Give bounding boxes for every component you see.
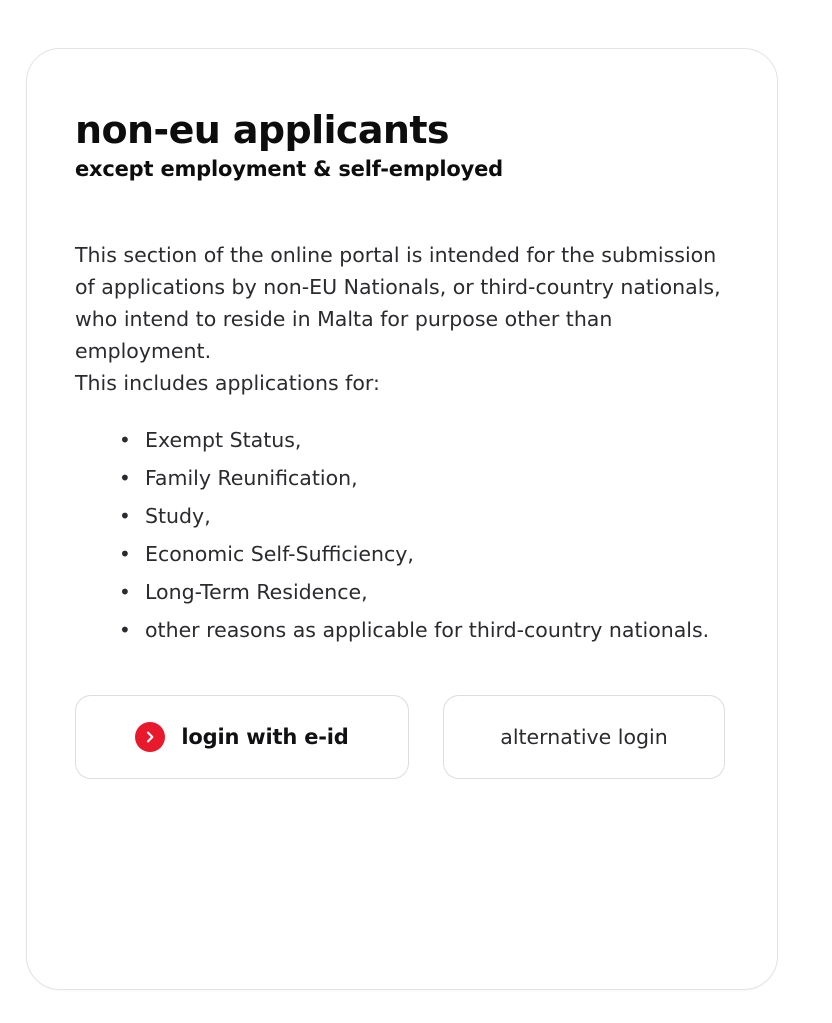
- login-with-eid-button[interactable]: [75, 695, 409, 779]
- list-item: • Study,: [145, 498, 731, 536]
- applicants-card: [26, 48, 778, 990]
- alternative-login-button[interactable]: [443, 695, 725, 779]
- list-item: • Family Reunification,: [145, 460, 731, 498]
- alternative-login-label: alternative login: [500, 725, 668, 750]
- list-item: • Economic Self-Sufficiency,: [145, 536, 731, 574]
- page-subtitle: except employment & self-employed: [75, 156, 503, 181]
- list-item: • other reasons as applicable for third-country nationals.: [145, 612, 731, 650]
- login-with-eid-label: login with e-id: [181, 725, 349, 750]
- intro-text: [75, 240, 731, 400]
- login-buttons: [75, 695, 731, 779]
- list-item: • Exempt Status,: [145, 422, 731, 460]
- page-title: non-eu applicants: [75, 108, 449, 152]
- card-content: [27, 49, 777, 779]
- intro-paragraph-1: This section of the online portal is intended for the submission of applications by non-EU Nationals, or third-country nationals, who intend to reside in Malta for purpose other than employment.: [75, 243, 721, 363]
- chevron-right-circle-icon: [135, 722, 165, 752]
- intro-paragraph-2: This includes applications for:: [75, 370, 380, 395]
- list-item: • Long-Term Residence,: [145, 574, 731, 612]
- application-types-list: [75, 422, 731, 650]
